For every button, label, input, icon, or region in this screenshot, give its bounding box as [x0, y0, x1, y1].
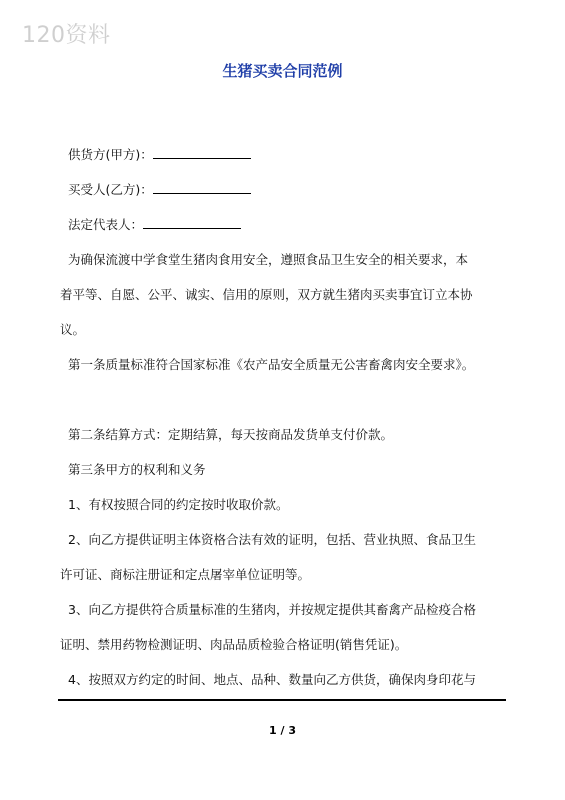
- intro-line-3: 议。: [60, 322, 86, 337]
- item-2-line-1: 2、向乙方提供证明主体资格合法有效的证明，包括、营业执照、食品卫生: [68, 532, 476, 547]
- representative-blank: [143, 214, 241, 229]
- watermark: 120资料: [22, 23, 111, 48]
- buyer-blank: [153, 179, 251, 194]
- article-3-heading: 第三条甲方的权利和义务: [68, 462, 206, 477]
- intro-line-1: 为确保流渡中学食堂生猪肉食用安全，遵照食品卫生安全的相关要求，本: [68, 252, 469, 267]
- supplier-label: 供货方(甲方)：: [68, 147, 153, 162]
- article-2: 第二条结算方式：定期结算，每天按商品发货单支付价款。: [68, 427, 394, 442]
- article-1: 第一条质量标准符合国家标准《农产品安全质量无公害畜禽肉安全要求》。: [68, 357, 475, 372]
- blank-line: [60, 382, 505, 417]
- item-1: 1、有权按照合同的约定按时收取价款。: [68, 497, 289, 512]
- item-3-line-2: 证明、禁用药物检测证明、肉品品质检验合格证明(销售凭证)。: [60, 637, 408, 652]
- page-number: 1 / 3: [269, 724, 296, 737]
- buyer-line: [60, 172, 505, 207]
- supplier-blank: [153, 144, 251, 159]
- buyer-label: 买受人(乙方)：: [68, 182, 153, 197]
- item-2-line-2: 许可证、商标注册证和定点屠宰单位证明等。: [60, 567, 311, 582]
- representative-label: 法定代表人：: [68, 217, 144, 232]
- intro-line-2: 着平等、自愿、公平、诚实、信用的原则，双方就生猪肉买卖事宜订立本协: [60, 287, 473, 302]
- contract-body: [60, 137, 505, 697]
- footer-divider: [58, 699, 506, 701]
- document-title: 生猪买卖合同范例: [222, 62, 343, 80]
- representative-line: [60, 207, 505, 242]
- supplier-line: [60, 137, 505, 172]
- item-3-line-1: 3、向乙方提供符合质量标准的生猪肉，并按规定提供其畜禽产品检疫合格: [68, 602, 476, 617]
- item-4-line-1: 4、按照双方约定的时间、地点、品种、数量向乙方供货，确保肉身印花与: [68, 672, 476, 687]
